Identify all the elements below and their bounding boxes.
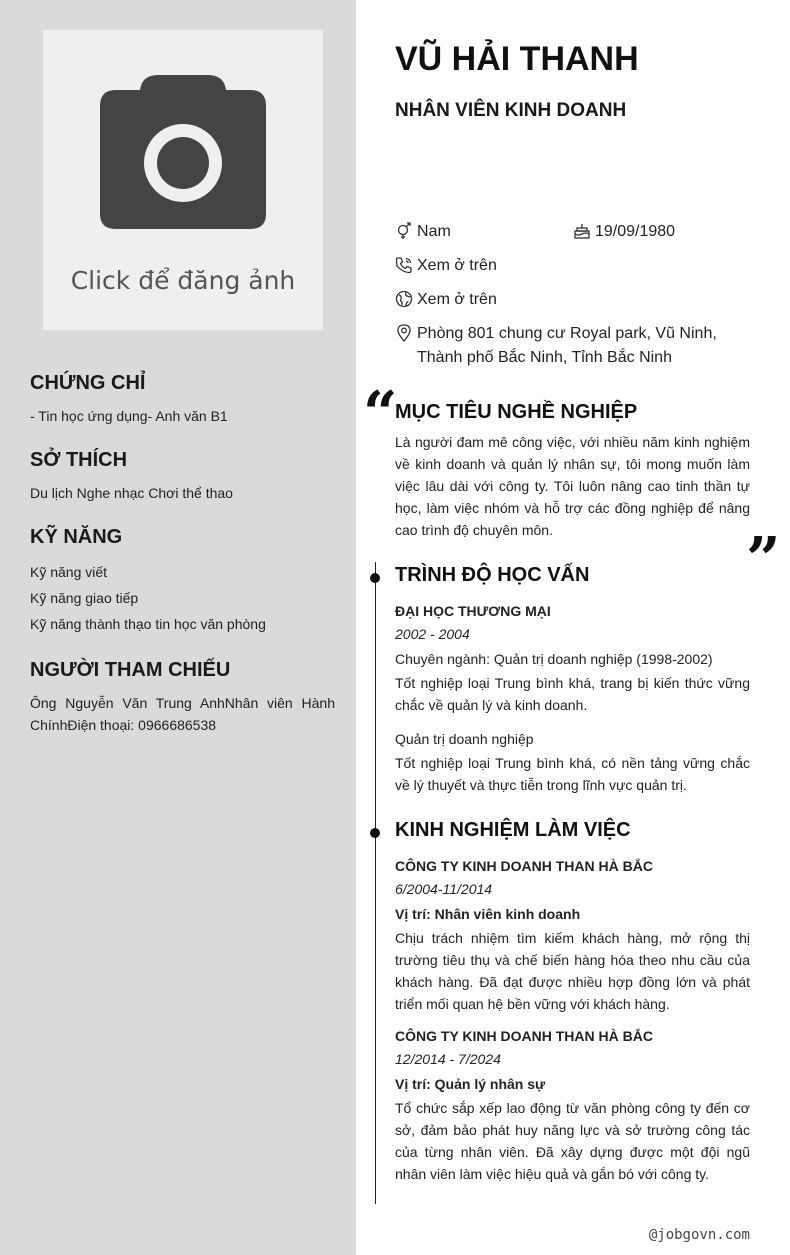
- photo-upload-label: Click để đăng ảnh: [70, 266, 296, 295]
- hobbies-text: Du lịch Nghe nhạc Chơi thể thao: [30, 485, 233, 501]
- education-course-2: Quản trị doanh nghiệp: [395, 731, 534, 747]
- education-major: Chuyên ngành: Quản trị doanh nghiệp (1998-2002): [395, 651, 713, 667]
- certificates-text: - Tin học ứng dụng- Anh văn B1: [30, 408, 228, 424]
- candidate-name: VŨ HẢI THANH: [395, 40, 639, 78]
- candidate-position: NHÂN VIÊN KINH DOANH: [395, 100, 627, 121]
- open-quote-icon: “: [363, 379, 398, 449]
- gender-info: [395, 220, 451, 244]
- job-period: 12/2014 - 7/2024: [395, 1051, 501, 1067]
- education-desc-2: Tốt nghiệp loại Trung bình khá, có nền tảng vững chắc về lý thuyết và thực tiễn trong lĩnh vực quản trị.: [395, 755, 750, 793]
- cake-icon: [573, 222, 591, 240]
- hobbies-title: SỞ THÍCH: [30, 449, 128, 471]
- skill-item: Kỹ năng thành thạo tin học văn phòng: [30, 616, 266, 632]
- timeline-dot: [370, 828, 380, 838]
- timeline-dot: [370, 573, 380, 583]
- education-school: ĐẠI HỌC THƯƠNG MẠI: [395, 603, 551, 619]
- birthday-info: [573, 220, 675, 244]
- job-description: Tổ chức sắp xếp lao động từ văn phòng công ty đến cơ sở, đảm bảo phát huy năng lực và sở trường công tác của từng nhân viên. Đã xây dựng được một đội ngũ nhân viên làm việc hiệu quả và gắn bó với công ty.: [395, 1100, 750, 1182]
- phone-icon: [395, 256, 413, 274]
- address-line-2: Thành phố Bắc Ninh, Tỉnh Bắc Ninh: [417, 349, 672, 366]
- phone-text: Xem ở trên: [417, 257, 497, 274]
- gender-icon: [395, 222, 413, 240]
- phone-info: [395, 254, 497, 278]
- job-company: CÔNG TY KINH DOANH THAN HÀ BẮC: [395, 1028, 653, 1044]
- map-pin-icon: [395, 324, 413, 342]
- job-description: Chịu trách nhiệm tìm kiếm khách hàng, mở rộng thị trường tiêu thụ và chế biến hàng hóa theo nhu cầu của khách hàng. Đã đạt được nhiều hợp đồng lớn và phát triển mối quan hệ bền vững với khách hàng.: [395, 930, 750, 1012]
- reference-text: Ông Nguyễn Văn Trung AnhNhân viên Hành ChínhĐiện thoại: 0966686538: [30, 695, 335, 733]
- gender-text: Nam: [417, 223, 451, 240]
- education-title: TRÌNH ĐỘ HỌC VẤN: [395, 564, 590, 586]
- reference-title: NGƯỜI THAM CHIẾU: [30, 659, 231, 681]
- skill-item: Kỹ năng giao tiếp: [30, 590, 139, 606]
- experience-title: KINH NGHIỆM LÀM VIỆC: [395, 819, 631, 841]
- job-role: Vị trí: Quản lý nhân sự: [395, 1076, 546, 1092]
- certificates-section: [30, 372, 336, 427]
- birthday-text: 19/09/1980: [595, 223, 676, 240]
- job-role: Vị trí: Nhân viên kinh doanh: [395, 906, 581, 922]
- skill-item: Kỹ năng viết: [30, 564, 108, 580]
- close-quote-icon: ”: [746, 525, 781, 595]
- objective-text: Là người đam mê công việc, với nhiều năm kinh nghiệm về kinh doanh và quản lý nhân sự, tôi mong muốn làm việc lâu dài với công ty. Tôi luôn nâng cao tinh thần tự học, làm việc nhóm và hỗ trợ các đồng nghiệp để nâng cao trình độ chuyên môn.: [395, 434, 750, 538]
- website-text: Xem ở trên: [417, 291, 497, 308]
- reference-section: [30, 659, 335, 736]
- objective-title: MỤC TIÊU NGHỀ NGHIỆP: [395, 401, 638, 423]
- camera-icon: [100, 74, 266, 230]
- globe-icon: [395, 290, 413, 308]
- education-desc-1: Tốt nghiệp loại Trung bình khá, trang bị kiến thức vững chắc về quản lý và kinh doanh.: [395, 675, 750, 713]
- hobbies-section: [30, 449, 336, 504]
- footer-credit: @jobgovn.com: [648, 1227, 750, 1243]
- address-line-1: Phòng 801 chung cư Royal park, Vũ Ninh,: [417, 325, 717, 342]
- photo-upload[interactable]: [43, 30, 323, 330]
- job-period: 6/2004-11/2014: [395, 881, 493, 897]
- website-info: [395, 288, 497, 312]
- job-company: CÔNG TY KINH DOANH THAN HÀ BẮC: [395, 858, 653, 874]
- address-info: [395, 322, 717, 370]
- education-period: 2002 - 2004: [395, 626, 470, 642]
- skills-title: KỸ NĂNG: [30, 526, 123, 548]
- address-text: [417, 322, 717, 370]
- skills-section: [30, 526, 336, 637]
- timeline-line: [375, 562, 376, 1204]
- certificates-title: CHỨNG CHỈ: [30, 372, 146, 394]
